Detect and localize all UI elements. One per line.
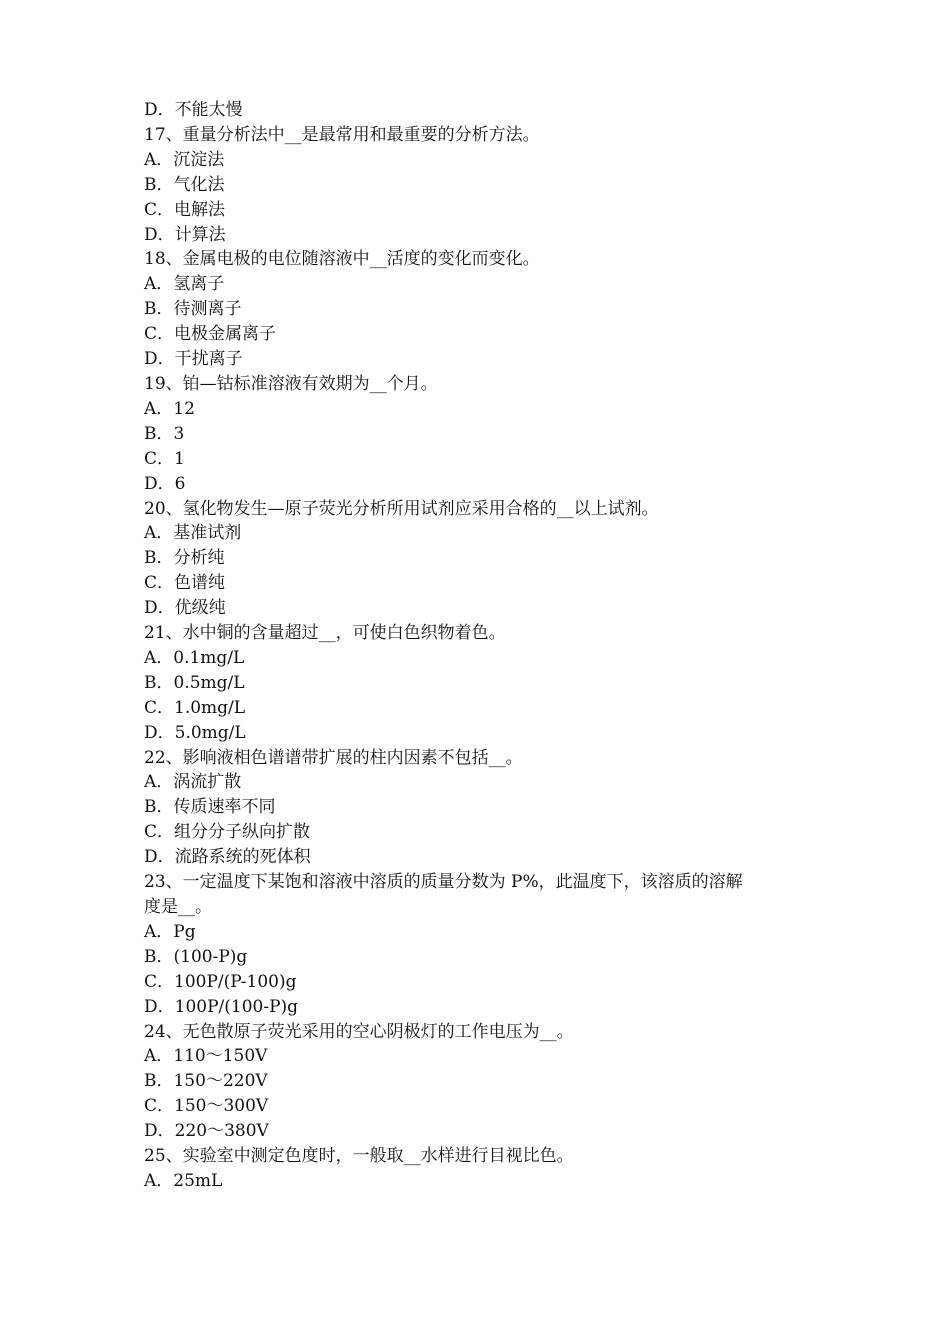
option-line: B．0.5mg/L — [144, 672, 245, 693]
question-line: 17、重量分析法中__是最常用和最重要的分析方法。 — [144, 124, 540, 145]
option-line: B．待测离子 — [144, 299, 242, 320]
option-line: A．基准试剂 — [144, 523, 242, 544]
question-line: 22、影响液相色谱谱带扩展的柱内因素不包括__。 — [144, 747, 523, 768]
option-line: D．计算法 — [144, 224, 226, 245]
question-line: 23、一定温度下某饱和溶液中溶质的质量分数为 P%，此温度下，该溶质的溶解 — [144, 872, 743, 893]
question-line: 20、氢化物发生—原子荧光分析所用试剂应采用合格的__以上试剂。 — [144, 498, 659, 519]
option-line: B．分析纯 — [144, 548, 225, 569]
option-line: D．220～380V — [144, 1121, 269, 1142]
option-line: A．氢离子 — [144, 274, 225, 295]
option-line: C．150～300V — [144, 1096, 269, 1117]
option-line: C．电极金属离子 — [144, 324, 277, 345]
option-line: A．110～150V — [144, 1046, 268, 1067]
option-line: B．传质速率不同 — [144, 797, 276, 818]
option-line: D．干扰离子 — [144, 349, 243, 370]
option-line: D．流路系统的死体积 — [144, 847, 311, 868]
question-line: 21、水中铜的含量超过__，可使白色织物着色。 — [144, 623, 506, 644]
option-line: D．100P/(100-P)g — [144, 996, 299, 1017]
option-line: D．优级纯 — [144, 598, 226, 619]
document-page — [144, 98, 824, 1194]
option-line: D．5.0mg/L — [144, 722, 246, 743]
question-line: 25、实验室中测定色度时，一般取__水样进行目视比色。 — [144, 1146, 574, 1167]
question-line: 18、金属电极的电位随溶液中__活度的变化而变化。 — [144, 249, 540, 270]
question-line: 度是__。 — [144, 897, 212, 917]
option-line: A．沉淀法 — [144, 149, 225, 170]
option-line: B．3 — [144, 423, 185, 444]
option-line: A．0.1mg/L — [144, 647, 245, 668]
option-line: A．Pg — [144, 921, 196, 942]
question-line: 24、无色散原子荧光采用的空心阴极灯的工作电压为__。 — [144, 1021, 574, 1042]
option-line: C．100P/(P-100)g — [144, 971, 297, 992]
option-line: D．6 — [144, 473, 186, 494]
option-line: C．组分分子纵向扩散 — [144, 822, 311, 843]
option-line: C．1 — [144, 448, 185, 469]
option-line: A．涡流扩散 — [144, 772, 242, 793]
option-line: C．电解法 — [144, 199, 226, 220]
option-line: B．气化法 — [144, 174, 225, 195]
option-line: C．1.0mg/L — [144, 697, 246, 718]
option-line: B．(100-P)g — [144, 946, 248, 967]
option-line: C．色谱纯 — [144, 573, 226, 594]
option-line: D．不能太慢 — [144, 100, 243, 120]
option-line: A．12 — [144, 398, 195, 419]
option-line: A．25mL — [144, 1170, 223, 1191]
option-line: B．150～220V — [144, 1071, 268, 1092]
question-line: 19、铂—钴标准溶液有效期为__个月。 — [144, 373, 438, 394]
